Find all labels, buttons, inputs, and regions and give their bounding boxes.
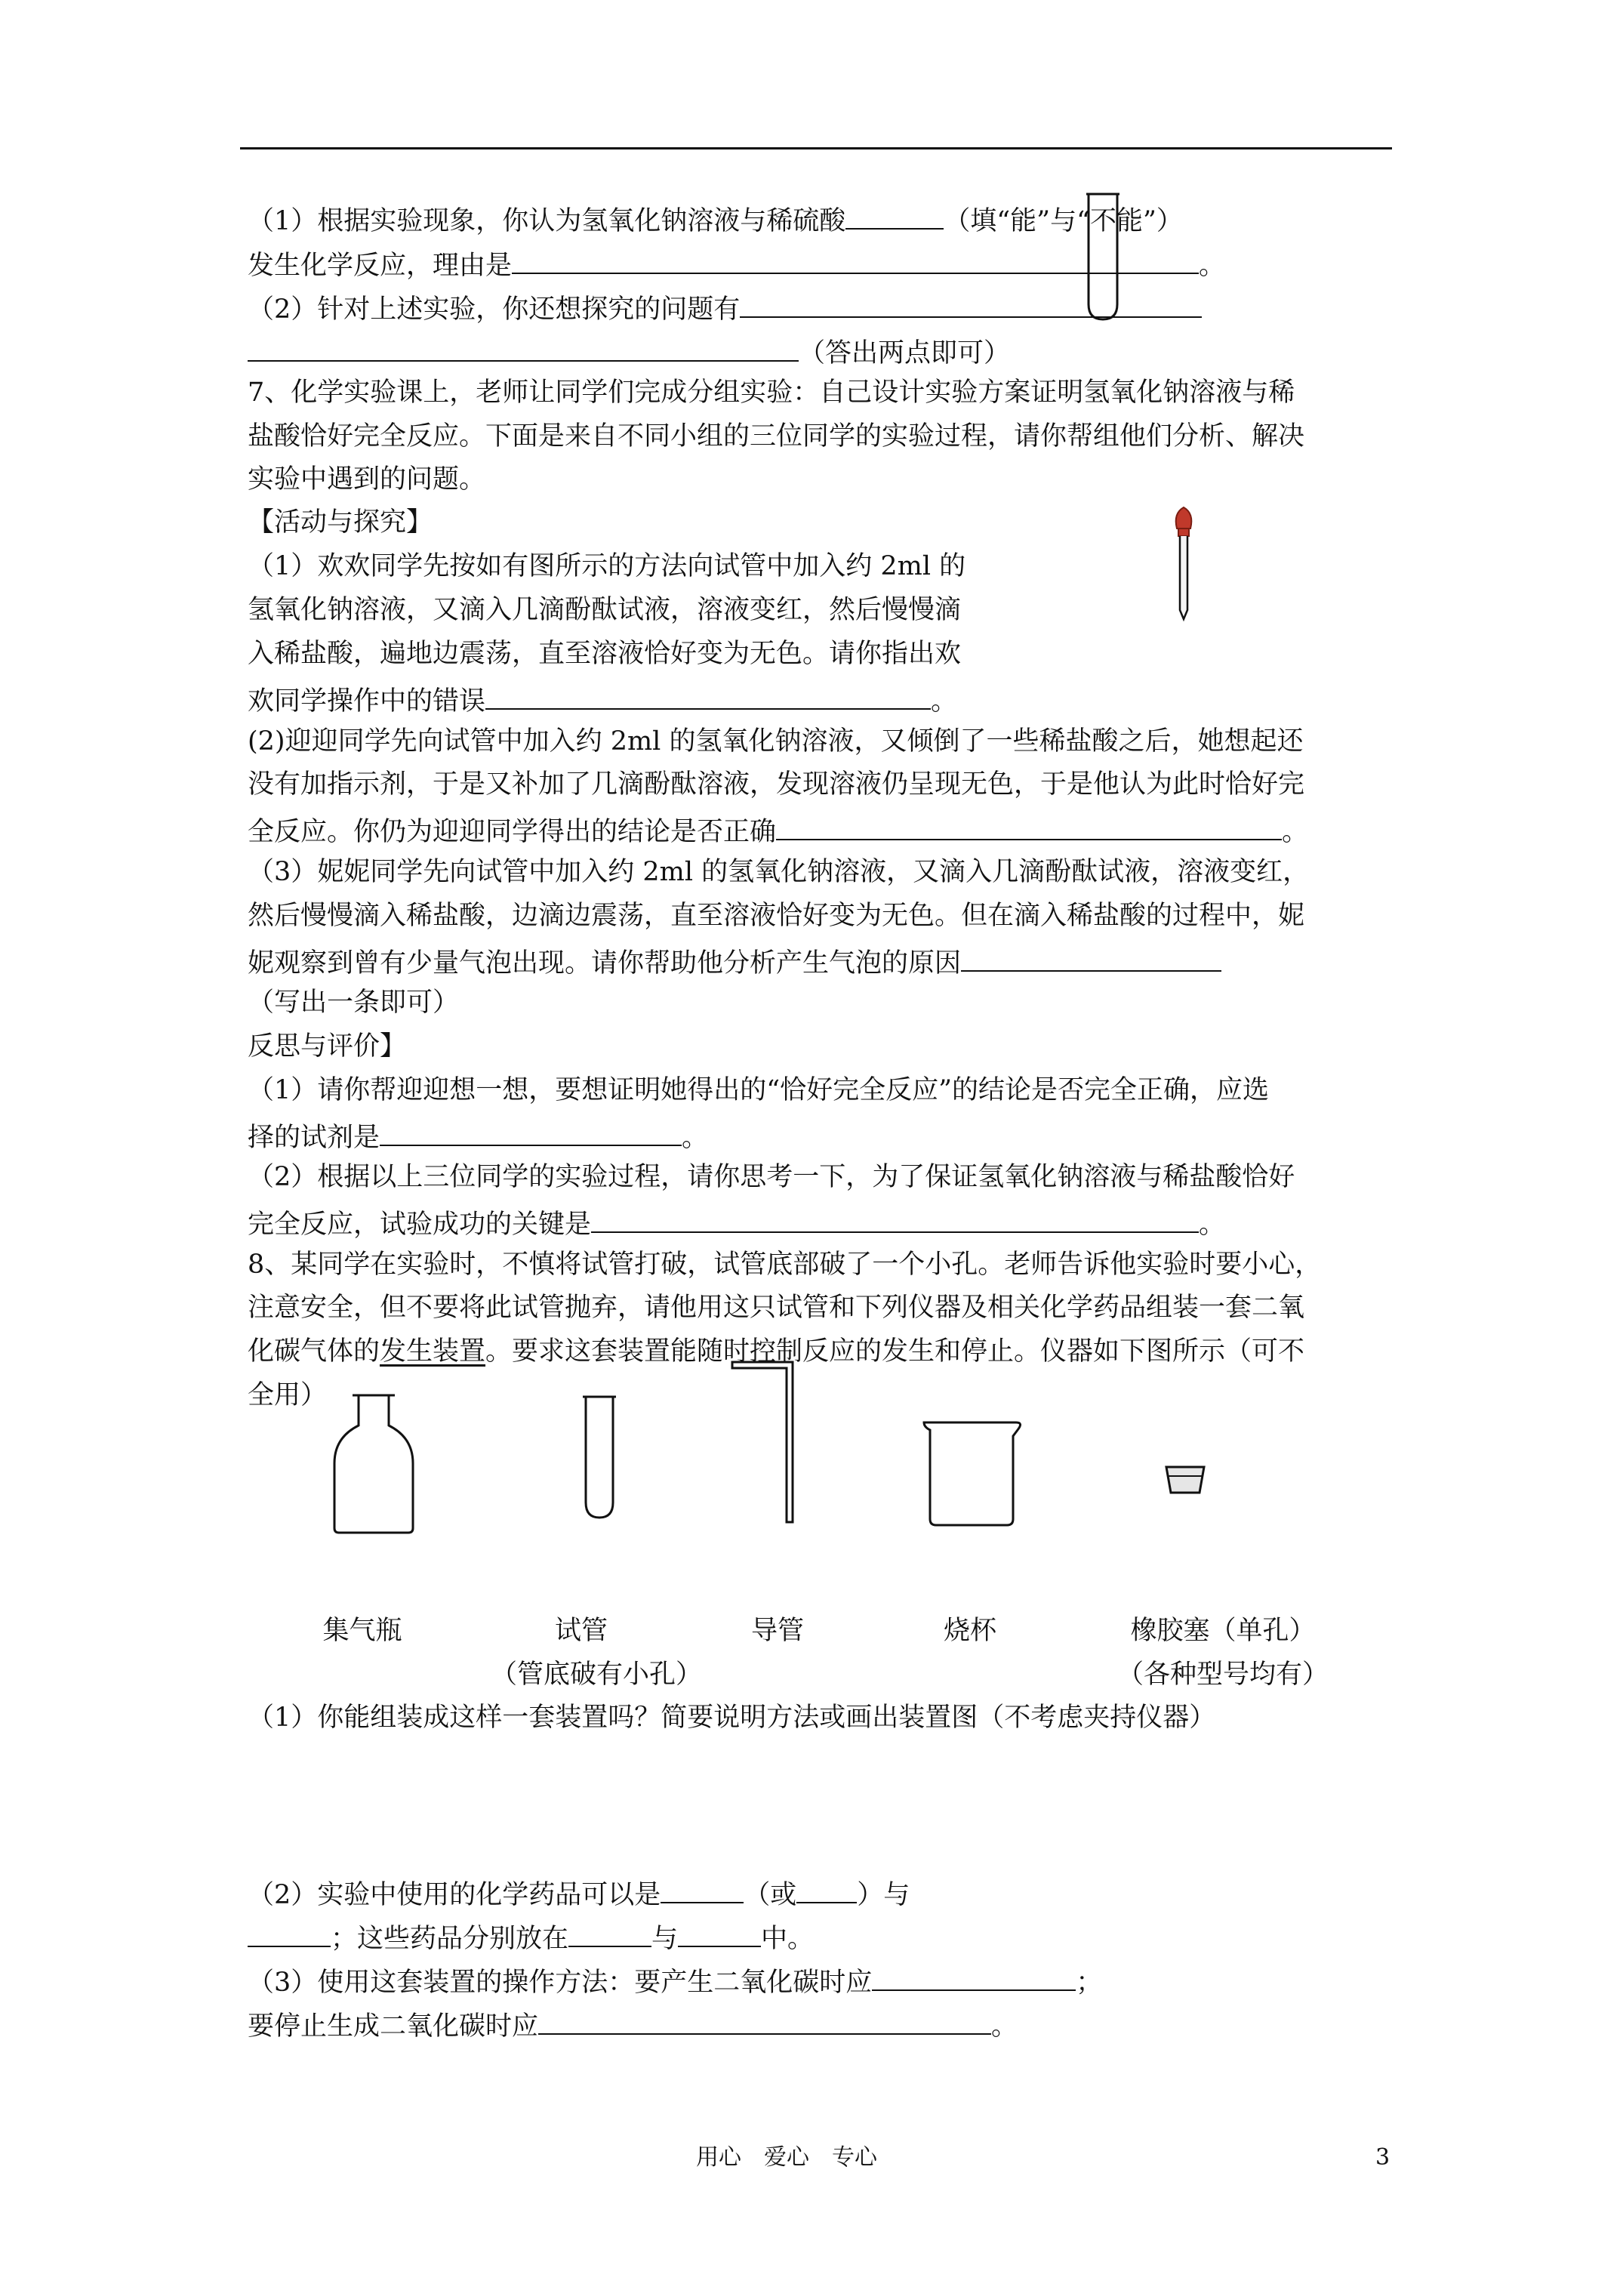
q7-b-line-2: 没有加指示剂，于是又补加了几滴酚酞溶液，发现溶液仍呈现无色，于是他认为此时恰好完: [248, 769, 1305, 800]
text: ；这些药品分别放在: [331, 1924, 569, 1954]
q8-sub-1: （1）你能组装成这样一套装置吗？简要说明方法或画出装置图（不考虑夹持仪器）: [248, 1703, 1216, 1733]
q8-line-2: 注意安全，但不要将此试管抛弃，请他用这只试管和下列仪器及相关化学药品组装一套二氧: [248, 1293, 1305, 1323]
q7-a-line-2: 氢氧化钠溶液，又滴入几滴酚酞试液，溶液变红，然后慢慢滴: [248, 595, 962, 625]
answer-blank[interactable]: [776, 813, 1282, 840]
text: ；: [1076, 1968, 1103, 1998]
q6-line-1: [248, 202, 1183, 236]
text: 发生化学反应，理由是: [248, 251, 513, 281]
q7-c-line-2: 然后慢慢滴入稀盐酸，边滴边震荡，直至溶液恰好变为无色。但在滴入稀盐酸的过程中，妮: [248, 901, 1305, 931]
header-rule: [240, 147, 1392, 149]
text: （填“能”与“不能”）: [944, 206, 1183, 236]
text: 。: [682, 1123, 709, 1153]
text: （1）根据实验现象，你认为氢氧化钠溶液与稀硫酸: [248, 206, 846, 236]
q7-r-line-4: [248, 1206, 1225, 1240]
text: 。: [1282, 817, 1309, 847]
gas-jar-icon: [328, 1391, 419, 1534]
answer-blank[interactable]: [740, 291, 1202, 318]
answer-blank[interactable]: [872, 1964, 1076, 1991]
q7-line-2: 盐酸恰好完全反应。下面是来自不同小组的三位同学的实验过程，请你帮组他们分析、解决: [248, 421, 1305, 451]
section-heading: 反思与评价】: [248, 1031, 407, 1062]
footer-motto: 用心 爱心 专心: [696, 2144, 877, 2171]
text: 化碳气体的: [248, 1336, 380, 1367]
q7-c-line-4: （写出一条即可）: [248, 988, 460, 1018]
answer-blank[interactable]: [568, 1920, 651, 1947]
label-tube: 导管: [750, 1616, 804, 1646]
text: 。: [931, 686, 958, 717]
text: （3）使用这套装置的操作方法：要产生二氧化碳时应: [248, 1968, 873, 1998]
label-test-tube: 试管: [554, 1616, 608, 1646]
q7-line-3: 实验中遇到的问题。: [248, 464, 486, 495]
q8-sub-3b: [248, 2008, 1018, 2042]
q8-line-4: 全用）: [248, 1380, 328, 1410]
q7-c-line-3: [248, 945, 1221, 978]
answer-blank[interactable]: [485, 683, 931, 710]
label-rubber-stopper: 橡胶塞（单孔）: [1130, 1616, 1316, 1646]
text: （或: [744, 1880, 797, 1910]
answer-blank[interactable]: [845, 202, 944, 230]
text: 。: [1199, 1210, 1226, 1240]
section-heading: 【活动与探究】: [248, 507, 433, 538]
text: 欢同学操作中的错误: [248, 686, 486, 717]
q7-c-line-1: （3）妮妮同学先向试管中加入约 2ml 的氢氧化钠溶液，又滴入几滴酚酞试液，溶液变红，: [248, 857, 1310, 887]
answer-blank[interactable]: [796, 1876, 857, 1903]
text: 要停止生成二氧化碳时应: [248, 2011, 539, 2042]
q7-a-line-3: 入稀盐酸，遍地边震荡，直至溶液恰好变为无色。请你指出欢: [248, 639, 962, 669]
underlined-text: 发生装置: [380, 1336, 486, 1367]
bent-tube-icon: [729, 1359, 805, 1525]
answer-blank[interactable]: [380, 1119, 682, 1146]
label-beaker: 烧杯: [943, 1616, 996, 1646]
text: 完全反应，试验成功的关键是: [248, 1210, 592, 1240]
q6-line-3: [248, 291, 1202, 325]
label-gas-jar: 集气瓶: [322, 1616, 402, 1646]
q8-sub-2b: [248, 1920, 814, 1954]
text: 择的试剂是: [248, 1123, 380, 1153]
q7-b-line-1: (2)迎迎同学先向试管中加入约 2ml 的氢氧化钠溶液，又倾倒了一些稀盐酸之后，她想起还: [248, 726, 1304, 757]
q7-a-line-4: [248, 683, 957, 717]
answer-blank[interactable]: [248, 334, 799, 362]
answer-blank[interactable]: [661, 1876, 744, 1903]
beaker-icon: [919, 1419, 1025, 1528]
text: 。要求这套装置能随时控制反应的发生和停止。仪器如下图所示（可不: [485, 1336, 1305, 1367]
text: （2）针对上述实验，你还想探究的问题有: [248, 294, 741, 325]
answer-blank[interactable]: [961, 945, 1221, 972]
q7-a-line-1: （1）欢欢同学先按如有图所示的方法向试管中加入约 2ml 的: [248, 551, 966, 581]
q7-b-line-3: [248, 813, 1308, 847]
text: 全反应。你仍为迎迎同学得出的结论是否正确: [248, 817, 777, 847]
answer-blank[interactable]: [538, 2008, 991, 2035]
q7-line-1: 7、化学实验课上，老师让同学们完成分组实验：自己设计实验方案证明氢氧化钠溶液与稀: [248, 378, 1295, 408]
note-rubber-stopper: （各种型号均有）: [1116, 1660, 1329, 1690]
note-test-tube: （管底破有小孔）: [490, 1660, 702, 1690]
text: （2）实验中使用的化学药品可以是: [248, 1880, 661, 1910]
q7-r-line-3: （2）根据以上三位同学的实验过程，请你思考一下，为了保证氢氧化钠溶液与稀盐酸恰好: [248, 1162, 1295, 1192]
text: 。: [1199, 251, 1226, 281]
rubber-stopper-icon: [1163, 1464, 1209, 1496]
page-number: 3: [1375, 2144, 1390, 2171]
dropper-icon: [1169, 504, 1199, 625]
answer-blank[interactable]: [678, 1920, 761, 1947]
test-tube-icon: [1086, 193, 1123, 322]
text: 妮观察到曾有少量气泡出现。请你帮助他分析产生气泡的原因: [248, 948, 962, 978]
q8-sub-3: [248, 1964, 1102, 1998]
answer-blank[interactable]: [591, 1206, 1199, 1233]
q6-line-4: [248, 334, 1010, 368]
answer-blank[interactable]: [248, 1920, 331, 1947]
q6-line-2: [248, 247, 1225, 281]
text: 。: [991, 2011, 1018, 2042]
q7-r-line-1: （1）请你帮迎迎想一想，要想证明她得出的“恰好完全反应”的结论是否完全正确，应选: [248, 1075, 1270, 1105]
text: 与: [651, 1924, 679, 1954]
q7-r-line-2: [248, 1119, 708, 1153]
text: （答出两点即可）: [799, 338, 1011, 368]
q8-line-1: 8、某同学在实验时，不慎将试管打破，试管底部破了一个小孔。老师告诉他实验时要小心，: [248, 1250, 1322, 1280]
test-tube-broken-icon: [581, 1394, 619, 1522]
text: 中。: [761, 1924, 815, 1954]
q8-sub-2: [248, 1876, 910, 1910]
text: ）与: [857, 1880, 910, 1910]
